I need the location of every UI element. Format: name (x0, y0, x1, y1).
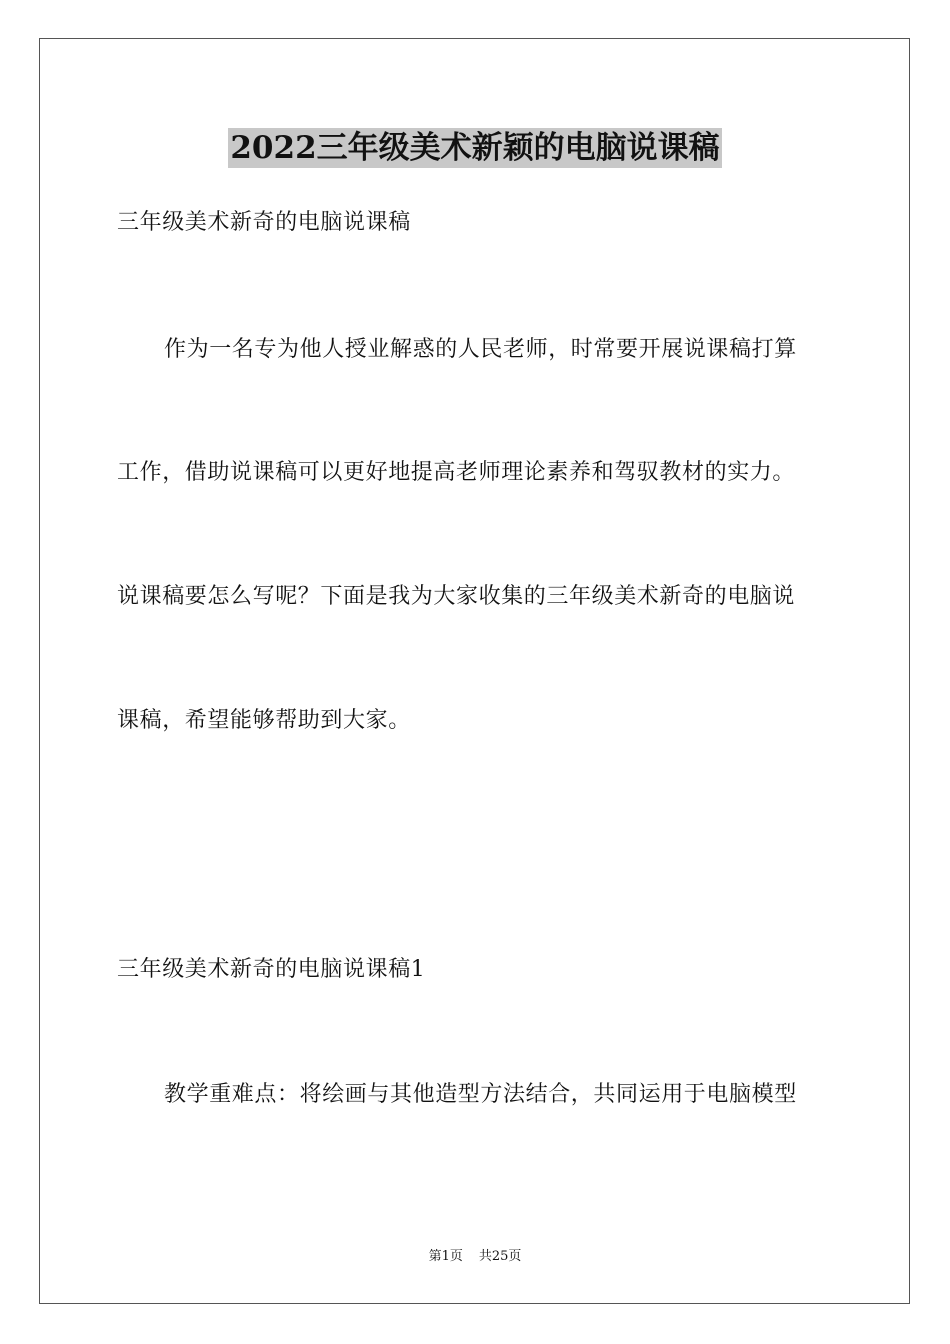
page-number-total: 共25页 (478, 1249, 522, 1264)
page-footer (0, 1248, 950, 1266)
page-number-current: 第1页 (428, 1249, 463, 1264)
paragraph-line-4: 课稿，希望能够帮助到大家。 (117, 708, 411, 733)
paragraph-line-3: 说课稿要怎么写呢？下面是我为大家收集的三年级美术新奇的电脑说 (117, 584, 796, 609)
paragraph-line-1: 作为一名专为他人授业解惑的人民老师，时常要开展说课稿打算 (164, 337, 797, 362)
document-subtitle: 三年级美术新奇的电脑说课稿 (117, 210, 411, 235)
title-container (0, 128, 950, 168)
document-title: 2022三年级美术新颖的电脑说课稿 (230, 130, 720, 166)
section-heading: 三年级美术新奇的电脑说课稿1 (117, 957, 426, 982)
paragraph-line-2: 工作，借助说课稿可以更好地提高老师理论素养和驾驭教材的实力。 (117, 460, 796, 485)
section-line-1: 教学重难点：将绘画与其他造型方法结合，共同运用于电脑模型 (164, 1082, 797, 1107)
